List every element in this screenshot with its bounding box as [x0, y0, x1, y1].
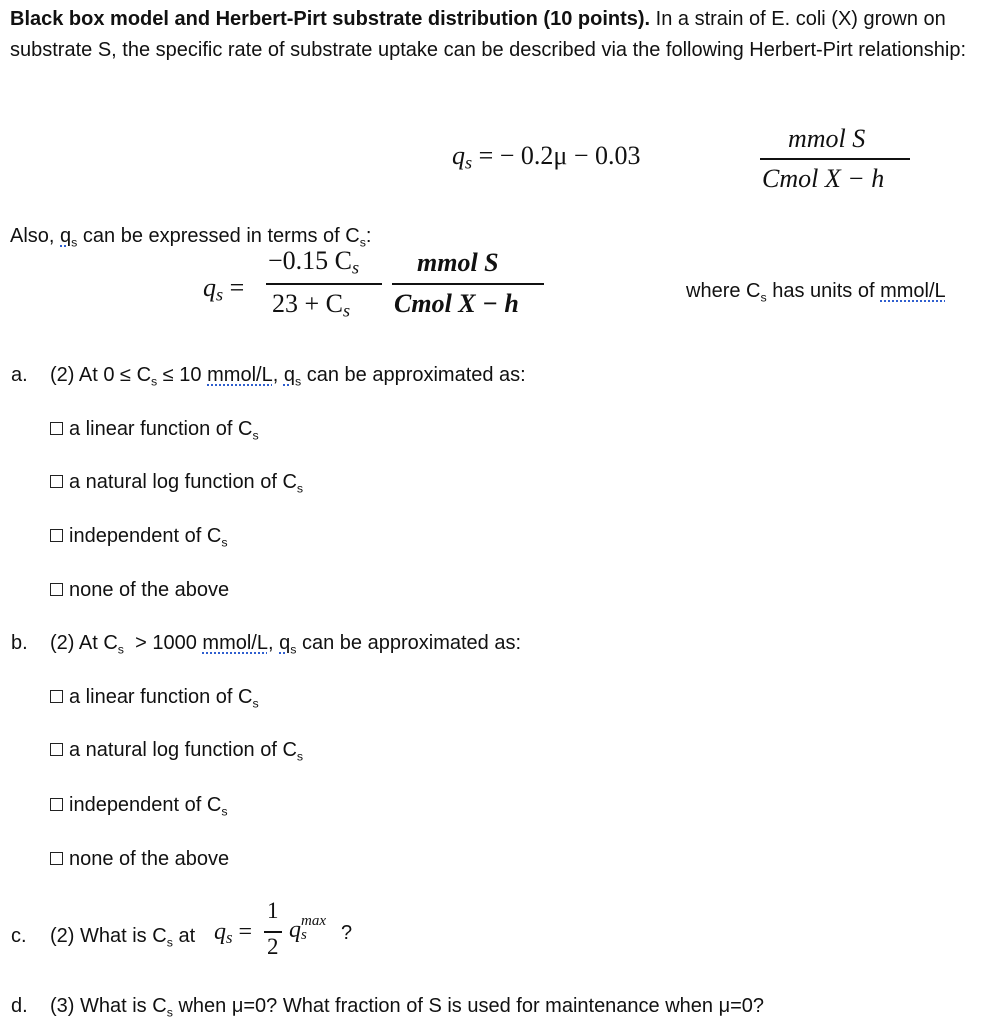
part-c-qmax	[289, 913, 341, 944]
option-label: independent of C	[69, 794, 222, 816]
part-a-q-comma: ,	[272, 364, 284, 386]
eq2-lhs-q: q	[203, 273, 216, 302]
option-sub: s	[296, 749, 304, 764]
eq2-fraction-line	[266, 283, 382, 285]
where-sub: s	[760, 290, 767, 305]
part-a-q-q: q	[283, 364, 295, 386]
checkbox-icon[interactable]	[50, 798, 63, 811]
eq2-num-sub: s	[352, 257, 360, 278]
part-b-question	[50, 628, 521, 664]
option-label: none of the above	[69, 579, 230, 601]
option-label: a natural log function of C	[69, 471, 297, 493]
checkbox-icon[interactable]	[50, 690, 63, 703]
part-d-sub: s	[166, 1005, 173, 1020]
part-b-q-unit: mmol/L	[202, 632, 268, 654]
checkbox-icon[interactable]	[50, 743, 63, 756]
part-a-q-unit: mmol/L	[207, 364, 273, 386]
part-a-option-1[interactable]	[50, 414, 259, 450]
eq1-units-numerator: mmol S	[788, 124, 866, 153]
part-b-q-pre: (2) At C	[50, 632, 118, 654]
part-c-q: q	[214, 919, 226, 945]
part-b-option-2[interactable]	[50, 735, 303, 771]
eq1-rhs: = − 0.2μ − 0.03	[478, 141, 641, 170]
part-c-end: ?	[341, 922, 353, 944]
part-c-pre: (2) What is C	[50, 925, 167, 947]
eq1-units-fraction-line	[760, 158, 910, 160]
part-b-option-1[interactable]	[50, 682, 259, 718]
also-colon: :	[365, 225, 372, 247]
eq2-equals: =	[229, 273, 245, 302]
problem-title: Black box model and Herbert-Pirt substrate distribution (10 points).	[10, 8, 651, 30]
part-b-q-qs	[279, 632, 297, 657]
checkbox-icon[interactable]	[50, 475, 63, 488]
part-d-letter: d.	[11, 995, 28, 1017]
intro-text: In a strain of E. coli (X) grown on substrate S, the specific rate of substrate uptake can be described via the following Herbert-Pirt relationship:	[10, 8, 967, 61]
part-c-eq: =	[232, 919, 259, 945]
part-c-q2-sub: s	[301, 927, 307, 943]
also-suffix: can be expressed in terms of C	[77, 225, 360, 247]
checkbox-icon[interactable]	[50, 583, 63, 596]
option-label: a linear function of C	[69, 418, 253, 440]
part-a-option-4[interactable]	[50, 575, 229, 605]
part-b-q-q: q	[279, 632, 291, 654]
part-c-q-sub: s	[226, 928, 233, 948]
part-c-letter: c.	[11, 925, 27, 947]
where-note	[686, 276, 946, 312]
also-suffix-sub: s	[359, 235, 366, 250]
part-d-question	[50, 991, 764, 1027]
equation-1	[452, 141, 641, 174]
part-a-q-qsub: s	[294, 374, 302, 389]
part-d-text: (3) What is C	[50, 995, 167, 1017]
eq2-num-text: −0.15 C	[268, 246, 353, 275]
part-b-q-sub1: s	[117, 642, 124, 657]
checkbox-icon[interactable]	[50, 529, 63, 542]
part-c-q2: q	[289, 917, 301, 943]
eq1-lhs-sub: s	[465, 152, 473, 173]
also-q	[60, 225, 78, 250]
eq2-units-denominator: Cmol X − h	[394, 289, 519, 318]
option-sub: s	[221, 535, 228, 550]
eq1-lhs: q	[452, 141, 465, 170]
option-label: a linear function of C	[69, 686, 253, 708]
eq1-units-denominator: Cmol X − h	[762, 164, 885, 193]
option-label: a natural log function of C	[69, 739, 297, 761]
part-a-question	[50, 360, 526, 396]
option-sub: s	[221, 804, 228, 819]
eq2-units-fraction-line	[392, 283, 544, 285]
part-b-option-3[interactable]	[50, 790, 228, 826]
eq2-lhs-sub: s	[216, 284, 224, 305]
part-a-q-mid: ≤ 10	[157, 364, 208, 386]
where-unit: mmol/L	[880, 280, 946, 302]
part-a-option-2[interactable]	[50, 467, 303, 503]
option-sub: s	[252, 428, 259, 443]
also-q-sub: s	[71, 235, 78, 250]
eq2-den-sub: s	[343, 300, 351, 321]
where-mid: has units of	[766, 280, 881, 302]
eq2-den-text: 23 + C	[272, 289, 344, 318]
intro-paragraph	[10, 4, 975, 66]
eq2-numerator	[268, 246, 359, 279]
part-b-letter: b.	[11, 632, 28, 654]
part-a-q-qs	[283, 364, 302, 389]
also-prefix: Also,	[10, 225, 61, 247]
eq2-denominator	[272, 289, 350, 322]
part-c-frac-den: 2	[267, 934, 279, 959]
checkbox-icon[interactable]	[50, 852, 63, 865]
option-label: independent of C	[69, 525, 222, 547]
part-a-q-sub1: s	[151, 374, 158, 389]
part-a-q-end: can be approximated as:	[301, 364, 526, 386]
part-c-at: at	[172, 925, 196, 947]
option-label: none of the above	[69, 848, 230, 870]
part-c-question	[50, 921, 195, 957]
part-b-q-mid: > 1000	[124, 632, 203, 654]
eq2-units-numerator: mmol S	[417, 248, 499, 277]
checkbox-icon[interactable]	[50, 422, 63, 435]
part-a-q-pre: (2) At 0 ≤ C	[50, 364, 152, 386]
part-b-q-qsub: s	[290, 642, 297, 657]
part-c-q2-sup: max	[301, 913, 326, 929]
part-c-frac-num: 1	[267, 898, 279, 923]
part-b-option-4[interactable]	[50, 844, 229, 874]
part-a-letter: a.	[11, 364, 28, 386]
part-c-lhs	[214, 919, 258, 948]
option-sub: s	[252, 696, 259, 711]
also-q-text: q	[60, 225, 72, 247]
part-a-option-3[interactable]	[50, 521, 228, 557]
part-b-q-comma: ,	[267, 632, 280, 654]
part-c-fraction-line	[264, 931, 282, 933]
part-b-q-end: can be approximated as:	[296, 632, 522, 654]
option-sub: s	[296, 481, 304, 496]
part-c-pre-sub: s	[166, 935, 173, 950]
where-prefix: where C	[686, 280, 761, 302]
part-d-text2: when μ=0? What fraction of S is used for maintenance when μ=0?	[172, 995, 765, 1017]
eq2-lhs	[203, 273, 244, 306]
